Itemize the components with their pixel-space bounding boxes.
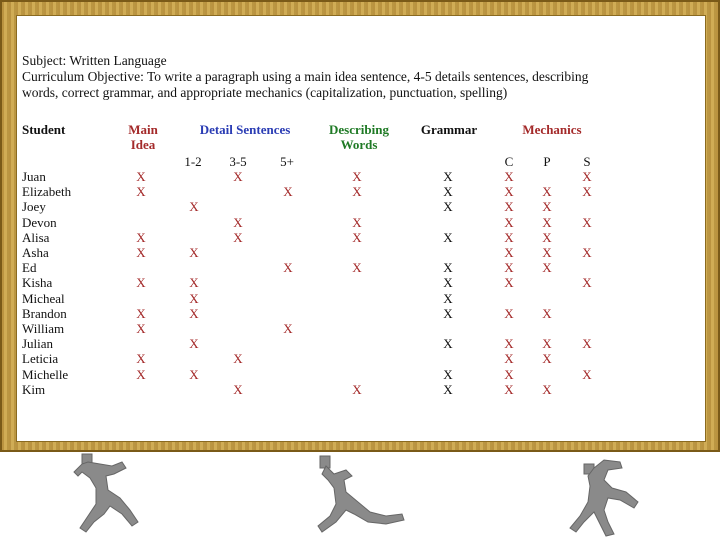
rubric-mark: X: [542, 305, 552, 321]
rubric-mark: X: [233, 169, 243, 184]
rubric-mark: X: [283, 184, 293, 200]
rubric-mark: X: [504, 199, 514, 215]
student-name: Leticia: [22, 351, 59, 367]
rubric-mark: X: [542, 245, 552, 260]
rubric-mark: X: [443, 381, 453, 397]
rubric-mark: X: [283, 260, 293, 276]
header-describing-1: Describing: [329, 122, 389, 137]
rubric-mark: X: [443, 169, 453, 184]
student-name: Alisa: [22, 229, 50, 245]
rubric-mark: X: [542, 184, 552, 200]
student-name: Julian: [22, 336, 54, 352]
rubric-mark: X: [136, 321, 146, 336]
student-name: Ed: [22, 260, 37, 276]
rubric-mark: X: [136, 305, 146, 321]
rubric-mark: X: [582, 169, 592, 184]
rubric-mark: X: [443, 305, 453, 321]
header-student: Student: [22, 122, 66, 137]
student-name: Kim: [22, 381, 46, 397]
header-mechanics: Mechanics: [522, 122, 582, 137]
rubric-mark: X: [582, 366, 592, 382]
rubric-mark: X: [352, 169, 362, 184]
subheader-spelling: S: [583, 154, 591, 169]
rubric-mark: X: [443, 275, 453, 291]
subject-line: Subject: Written Language: [22, 53, 167, 68]
student-name: William: [22, 321, 65, 336]
rubric-mark: X: [582, 184, 592, 200]
rubric-mark: X: [352, 260, 362, 276]
rubric-mark: X: [233, 229, 243, 245]
rubric-mark: X: [189, 290, 199, 306]
rubric-mark: X: [136, 184, 146, 200]
header-main-idea-1: Main: [128, 122, 158, 137]
student-name: Asha: [22, 245, 49, 260]
rubric-mark: X: [504, 229, 514, 245]
header-grammar: Grammar: [420, 122, 478, 137]
rubric-mark: X: [542, 351, 552, 367]
rubric-mark: X: [189, 245, 199, 260]
rubric-mark: X: [189, 275, 199, 291]
running-figure-icon: [310, 452, 430, 540]
rubric-mark: X: [233, 351, 243, 367]
subheader-1-2: 1-2: [184, 154, 202, 169]
rubric-mark: X: [443, 336, 453, 352]
rubric-mark: X: [504, 351, 514, 367]
rubric-mark: X: [542, 336, 552, 352]
rubric-mark: X: [136, 366, 146, 382]
rubric-mark: X: [504, 214, 514, 230]
rubric-mark: X: [542, 199, 552, 215]
rubric-mark: X: [582, 214, 592, 230]
student-name: Elizabeth: [22, 184, 72, 200]
rubric-mark: X: [443, 199, 453, 215]
rubric-mark: X: [542, 260, 552, 276]
rubric-mark: X: [582, 275, 592, 291]
rubric-mark: X: [504, 169, 514, 184]
student-name: Michelle: [22, 366, 69, 382]
subheader-3-5: 3-5: [229, 154, 247, 169]
rubric-mark: X: [542, 381, 552, 397]
header-main-idea-2: Idea: [130, 137, 156, 152]
rubric-mark: X: [504, 381, 514, 397]
running-figure-icon: [560, 452, 670, 540]
rubric-mark: X: [582, 245, 592, 260]
rubric-mark: X: [352, 184, 362, 200]
rubric-mark: X: [542, 229, 552, 245]
rubric-mark: X: [283, 321, 293, 336]
rubric-mark: X: [443, 260, 453, 276]
subheader-capitalization: C: [504, 154, 514, 169]
rubric-mark: X: [136, 245, 146, 260]
student-name: Joey: [22, 199, 46, 215]
rubric-mark: X: [504, 275, 514, 291]
rubric-mark: X: [443, 366, 453, 382]
rubric-mark: X: [136, 229, 146, 245]
rubric-mark: X: [443, 229, 453, 245]
rubric-mark: X: [189, 199, 199, 215]
rubric-mark: X: [542, 214, 552, 230]
rubric-mark: X: [189, 305, 199, 321]
objective-line-1: Curriculum Objective: To write a paragraph using a main idea sentence, 4-5 details sentences, describing: [22, 69, 589, 84]
subheader-5-plus: 5+: [280, 154, 294, 169]
rubric-mark: X: [504, 336, 514, 352]
rubric-mark: X: [443, 290, 453, 306]
rubric-mark: X: [233, 214, 243, 230]
rubric-mark: X: [233, 381, 243, 397]
student-name: Kisha: [22, 275, 53, 291]
student-name: Juan: [22, 169, 46, 184]
running-figure-icon: [60, 452, 180, 540]
rubric-mark: X: [189, 366, 199, 382]
rubric-mark: X: [352, 214, 362, 230]
rubric-mark: X: [443, 184, 453, 200]
rubric-mark: X: [352, 381, 362, 397]
rubric-mark: X: [189, 336, 199, 352]
student-name: Brandon: [22, 305, 67, 321]
rubric-mark: X: [582, 336, 592, 352]
rubric-mark: X: [504, 184, 514, 200]
student-name: Devon: [22, 214, 57, 230]
student-name: Micheal: [22, 290, 65, 306]
rubric-mark: X: [136, 169, 146, 184]
rubric-mark: X: [136, 275, 146, 291]
rubric-mark: X: [504, 366, 514, 382]
objective-line-2: words, correct grammar, and appropriate mechanics (capitalization, punctuation, spelling): [22, 85, 508, 100]
header-detail-sentences: Detail Sentences: [199, 122, 291, 137]
worksheet-paper: [16, 15, 706, 442]
header-describing-2: Words: [340, 137, 378, 152]
subheader-punctuation: P: [543, 154, 551, 169]
rubric-mark: X: [504, 260, 514, 276]
rubric-mark: X: [504, 245, 514, 260]
rubric-mark: X: [136, 351, 146, 367]
rubric-mark: X: [504, 305, 514, 321]
rubric-mark: X: [352, 229, 362, 245]
